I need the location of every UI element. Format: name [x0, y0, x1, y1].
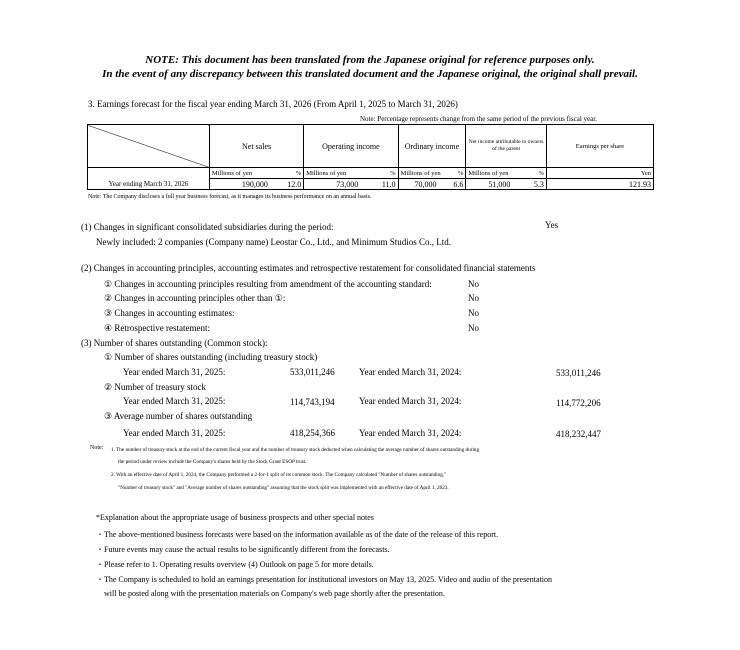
- unit-eps: Yen: [546, 168, 653, 179]
- value-ordinary-income: 70,000 6.6: [398, 179, 466, 190]
- shares-note-line: the period under review include the Company's shares held by the Stock Grant ESOP trust.: [118, 459, 307, 465]
- subsidiaries-value: Yes: [545, 220, 559, 230]
- header-net-sales: Net sales: [209, 125, 303, 168]
- explanation-bullet: ・The Company is scheduled to hold an earnings presentation for institutional investors on May 13, 2025. Video and audio of the presentation: [96, 575, 552, 584]
- subsidiaries-heading: (1) Changes in significant consolidated subsidiaries during the period:: [81, 222, 334, 232]
- accounting-item-value: No: [468, 279, 479, 289]
- shares-note-line: 1. The number of treasury stock at the end of the current fiscal year and the number of treasury stock deducted when calculating the average number of shares outstanding during: [111, 447, 480, 453]
- accounting-item-value: No: [468, 293, 479, 303]
- shares-current-value: 533,011,246: [290, 367, 335, 377]
- shares-prior-label: Year ended March 31, 2024:: [359, 396, 462, 406]
- shares-prior-label: Year ended March 31, 2024:: [359, 367, 462, 377]
- table-corner-cell: [88, 125, 210, 168]
- explanation-bullet: ・Future events may cause the actual results to be significantly different from the forecasts.: [96, 545, 390, 554]
- shares-current-label: Year ended March 31, 2025:: [123, 396, 226, 406]
- unit-net-income: Millions of yen %: [466, 168, 547, 179]
- unit-label-empty: [88, 168, 210, 179]
- shares-heading: (3) Number of shares outstanding (Common stock):: [81, 338, 268, 348]
- shares-prior-value: 114,772,206: [556, 398, 601, 408]
- explanation-bullet-continuation: will be posted along with the presentation materials on Company's web page shortly after the presentation.: [104, 589, 445, 598]
- subsidiaries-detail: Newly included: 2 companies (Company name) Leostar Co., Ltd., and Minimum Studios Co., Ltd.: [96, 237, 451, 247]
- explanation-bullet: ・Please refer to 1. Operating results overview (4) Outlook on page 5 for more details.: [96, 560, 374, 569]
- value-eps: 121.93: [546, 179, 653, 190]
- value-net-sales: 190,000 12.0: [209, 179, 303, 190]
- shares-group-title: ① Number of shares outstanding (including treasury stock): [104, 352, 318, 362]
- forecast-table: [87, 124, 654, 190]
- translation-notice-line2: In the event of any discrepancy between this translated document and the Japanese original, the original shall prevail.: [102, 68, 638, 80]
- translation-notice-line1: NOTE: This document has been translated from the Japanese original for reference purposes only.: [145, 54, 595, 66]
- forecast-title: 3. Earnings forecast for the fiscal year ending March 31, 2026 (From April 1, 2025 to March 31, 2026): [88, 99, 458, 109]
- accounting-item-value: No: [468, 323, 479, 333]
- value-operating-income: 73,000 11.0: [304, 179, 398, 190]
- accounting-heading: (2) Changes in accounting principles, accounting estimates and retrospective restatement for consolidated financial statements: [81, 263, 536, 273]
- unit-operating-income: Millions of yen %: [304, 168, 398, 179]
- shares-prior-value: 533,011,246: [556, 368, 601, 378]
- shares-note-line: 2. With an effective date of April 1, 2024, the Company performed a 2-for-1 split of its common stock. The Company calculated "Number of shares outstanding,": [111, 472, 447, 478]
- shares-current-value: 418,254,366: [290, 428, 335, 438]
- shares-group-title: ② Number of treasury stock: [104, 382, 207, 392]
- header-operating-income: Operating income: [304, 125, 398, 168]
- shares-current-label: Year ended March 31, 2025:: [123, 367, 226, 377]
- header-ordinary-income: Ordinary income: [398, 125, 466, 168]
- unit-net-sales: Millions of yen %: [209, 168, 303, 179]
- row-label: Year ending March 31, 2026: [88, 179, 210, 190]
- accounting-item-value: No: [468, 308, 479, 318]
- shares-prior-value: 418,232,447: [556, 429, 601, 439]
- shares-group-title: ③ Average number of shares outstanding: [104, 411, 253, 421]
- shares-note-label: Note:: [90, 445, 104, 451]
- forecast-note: Note: Percentage represents change from the same period of the previous fiscal year.: [360, 115, 597, 123]
- accounting-item-label: ③ Changes in accounting estimates:: [104, 308, 235, 318]
- header-net-income: Net income attributable to owners of the parent: [466, 125, 547, 168]
- shares-current-value: 114,743,194: [290, 397, 335, 407]
- accounting-item-label: ④ Retrospective restatement:: [104, 323, 211, 333]
- shares-prior-label: Year ended March 31, 2024:: [359, 428, 462, 438]
- accounting-item-label: ① Changes in accounting principles resulting from amendment of the accounting standard:: [104, 279, 432, 289]
- unit-ordinary-income: Millions of yen %: [398, 168, 466, 179]
- header-eps: Earnings per share: [546, 125, 653, 168]
- explanation-heading: *Explanation about the appropriate usage of business prospects and other special notes: [96, 513, 374, 522]
- forecast-footnote: Note: The Company discloses a full year business forecast, as it manages its business performance on an annual basis.: [88, 194, 372, 200]
- shares-note-line: "Number of treasury stock" and "Average number of shares outstanding" assuming that the stock split was implemented with an effective date of April 1, 2023.: [118, 485, 449, 491]
- shares-current-label: Year ended March 31, 2025:: [123, 428, 226, 438]
- value-net-income: 51,000 5.3: [466, 179, 547, 190]
- accounting-item-label: ② Changes in accounting principles other than ①:: [104, 293, 286, 303]
- explanation-bullet: ・The above-mentioned business forecasts were based on the information available as of the date of the release of this report.: [96, 530, 499, 539]
